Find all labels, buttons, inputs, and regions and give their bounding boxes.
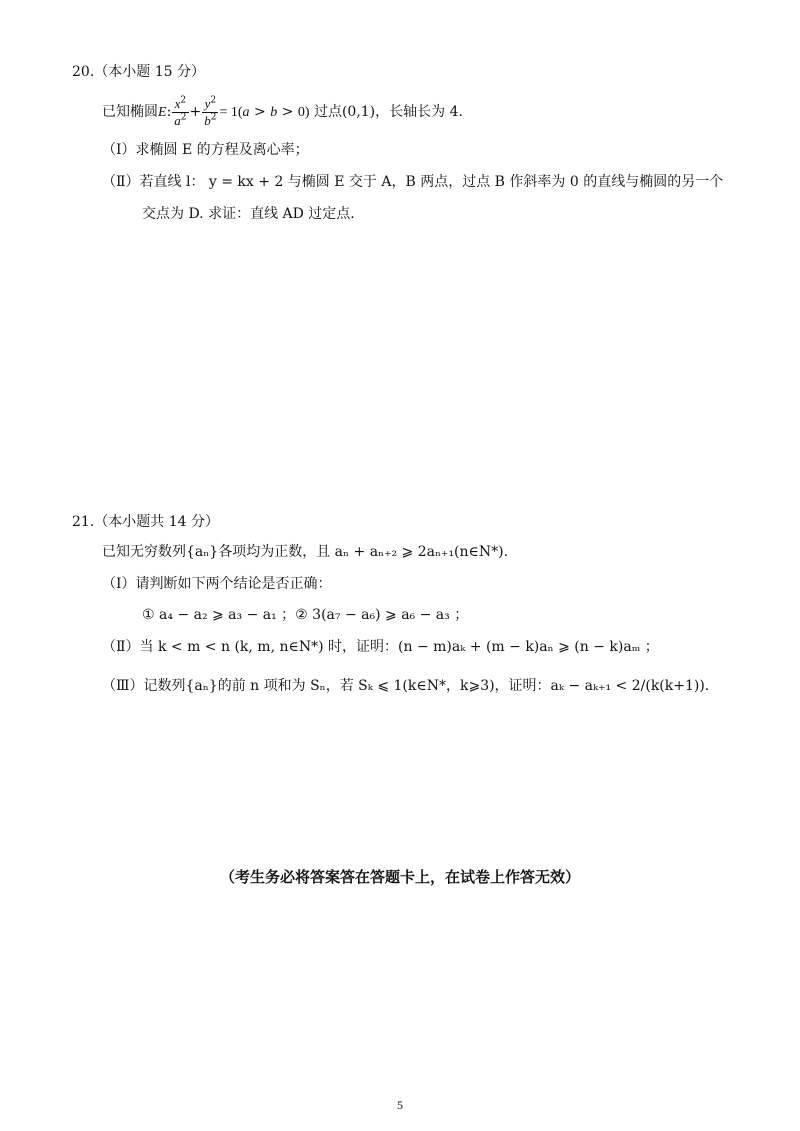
q21-part3: （Ⅲ）记数列{aₙ}的前 n 项和为 Sₙ，若 Sₖ ⩽ 1(k∈N*，k⩾3)，证明：aₖ − aₖ₊₁ < 2/(k(k+1)). [102, 678, 710, 694]
answer-sheet-notice: （考生务必将答案答在答题卡上，在试卷上作答无效） [219, 868, 580, 886]
q21-part2: （Ⅱ）当 k < m < n (k, m, n∈N*) 时，证明：(n − m)aₖ + (m − k)aₙ ⩾ (n − k)aₘ ； [102, 639, 659, 655]
q20-stem-suffix: 过点(0,1)，长轴长为 4. [313, 104, 463, 120]
q20-frac-y: $\frac{y^2}{b^2}$ [204, 95, 217, 128]
page-number: 5 [397, 1098, 403, 1112]
q20-frac-x: $\frac{x^2}{a^2}$ [174, 95, 187, 128]
q20-header: 20.（本小题 15 分） [72, 64, 205, 80]
q21-stem: 已知无穷数列{aₙ}各项均为正数，且 aₙ + aₙ₊₂ ⩾ 2aₙ₊₁(n∈N*). [102, 544, 509, 560]
q21-part1-items: ① a₄ − a₂ ⩾ a₃ − a₁ ；② 3(a₇ − a₆) ⩾ a₆ − a₃ ； [142, 607, 469, 623]
q20-part2-line1: （Ⅱ）若直线 l： y = kx + 2 与椭圆 E 交于 A，B 两点，过点 B 作斜率为 0 的直线与椭圆的另一个 [102, 174, 724, 190]
q20-part2-line2: 交点为 D. 求证：直线 AD 过定点. [142, 206, 355, 222]
q21-part1: （Ⅰ）请判断如下两个结论是否正确： [102, 576, 332, 592]
q20-stem: 已知椭圆E: $\frac{x^2}{a^2}$ + $\frac{y^2}{b^2}$ = 1(a > b > 0) 过点(0,1)，长轴长为 4. [102, 95, 463, 128]
q20-part1: （Ⅰ）求椭圆 E 的方程及离心率； [102, 142, 309, 158]
q21-header: 21.（本小题共 14 分） [72, 514, 219, 530]
q20-stem-prefix: 已知椭圆 [102, 104, 158, 120]
